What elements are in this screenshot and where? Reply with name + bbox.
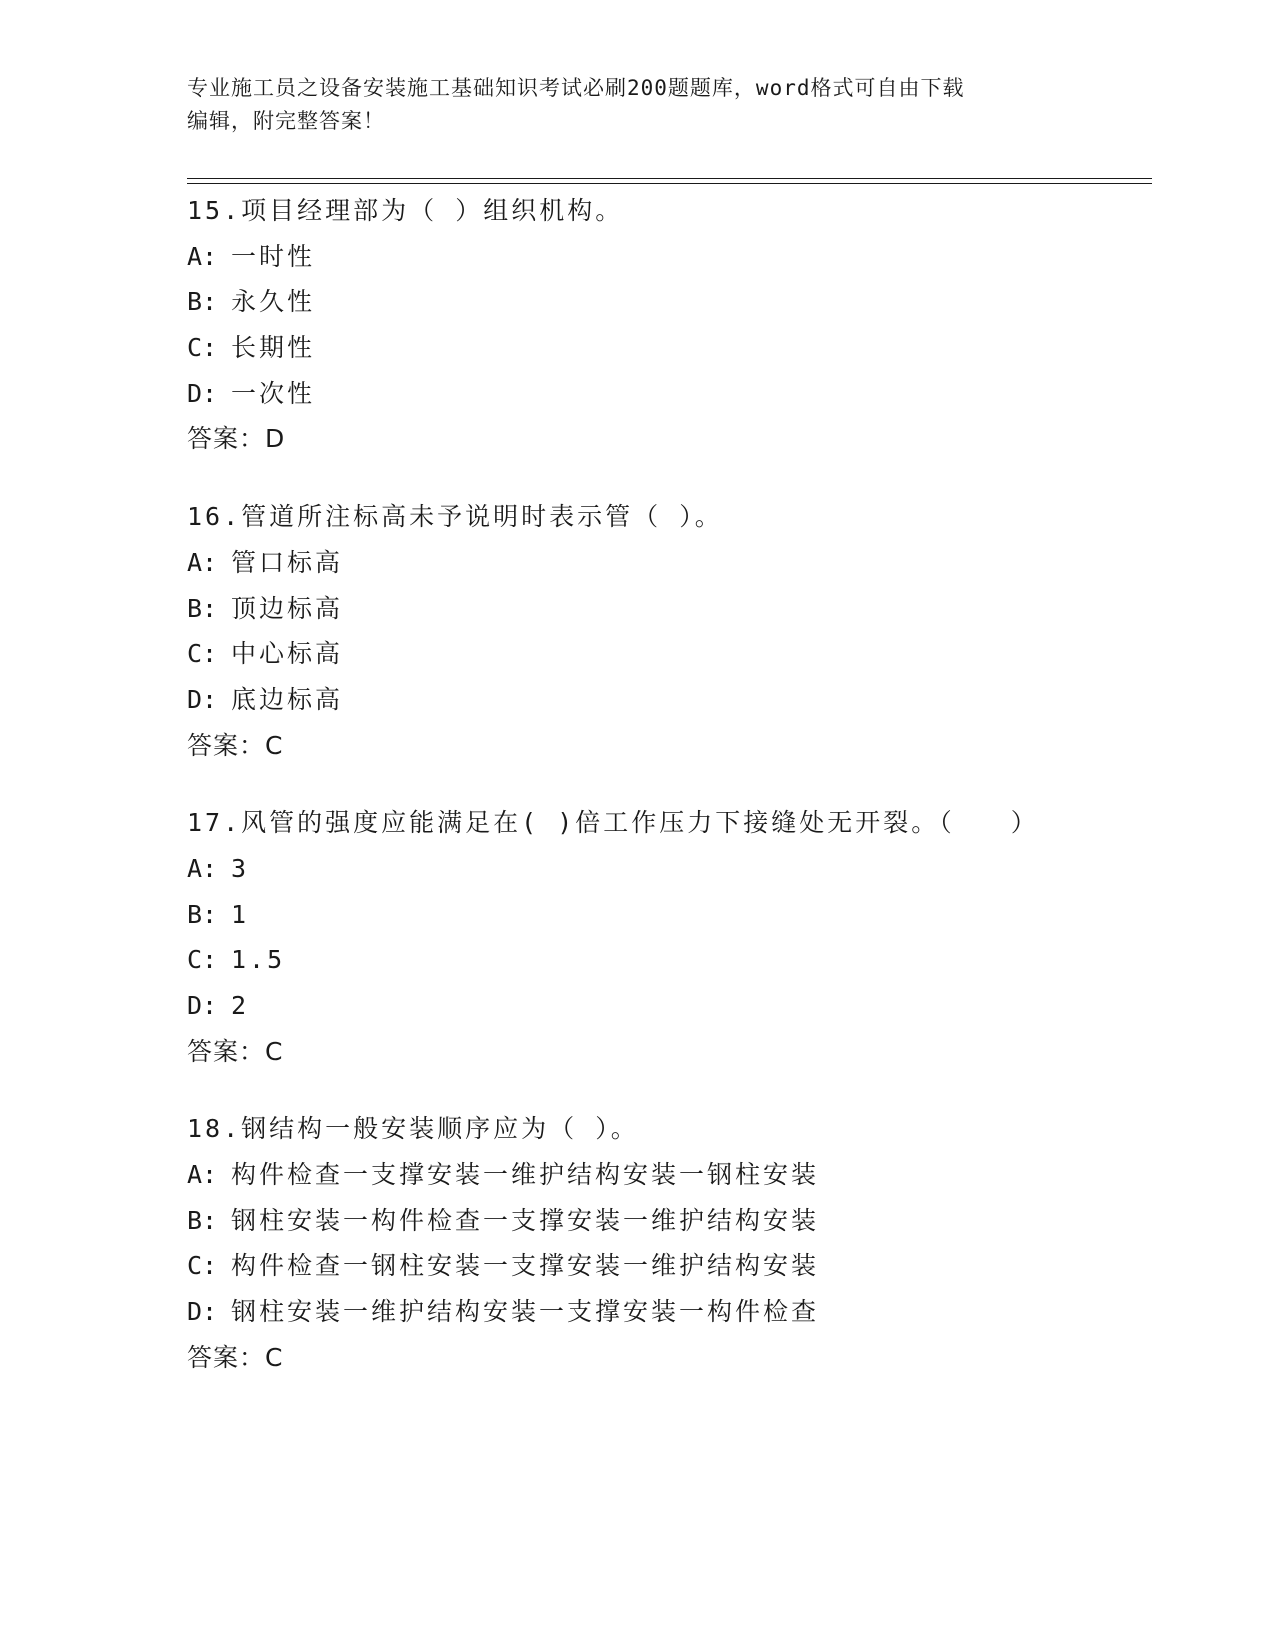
option-a	[187, 540, 1152, 586]
option-key: C:	[187, 1251, 218, 1281]
option-key: C:	[187, 639, 218, 669]
answer-line: 答案：C	[187, 1342, 284, 1372]
option-text: 一次性	[231, 378, 316, 408]
answer-line: 答案：C	[187, 730, 284, 760]
option-key: D:	[187, 991, 218, 1020]
option-d	[187, 1289, 1152, 1335]
header-title-line-1: 专业施工员之设备安装施工基础知识考试必刷200题题库，word格式可自由下载	[187, 76, 965, 100]
question-15	[187, 188, 1152, 462]
option-text: 1.5	[231, 945, 286, 975]
option-d	[187, 371, 1152, 417]
header-divider-bottom	[187, 183, 1152, 184]
option-key: A:	[187, 1160, 218, 1190]
option-key: C:	[187, 333, 218, 363]
option-b	[187, 892, 1152, 938]
option-key: C:	[187, 945, 218, 975]
question-stem: 15.项目经理部为（ ）组织机构。	[187, 196, 624, 225]
option-key: A:	[187, 547, 218, 577]
option-key: B:	[187, 1205, 218, 1235]
option-d	[187, 677, 1152, 723]
option-text: 一时性	[231, 241, 316, 271]
option-text: 3	[231, 853, 250, 883]
option-a	[187, 846, 1152, 892]
question-18	[187, 1106, 1152, 1380]
question-list	[187, 188, 1152, 1413]
option-key: A:	[187, 241, 218, 271]
option-text: 管口标高	[231, 547, 344, 577]
option-key: D:	[187, 378, 218, 408]
option-text: 长期性	[231, 333, 316, 363]
option-a	[187, 1152, 1152, 1198]
option-key: A:	[187, 853, 218, 883]
option-key: B:	[187, 593, 218, 623]
option-b	[187, 586, 1152, 632]
option-c	[187, 1243, 1152, 1289]
option-c	[187, 325, 1152, 371]
document-header	[187, 72, 1087, 138]
option-text: 永久性	[231, 287, 316, 317]
option-text: 中心标高	[231, 639, 344, 669]
option-c	[187, 937, 1152, 983]
option-text: 构件检查一钢柱安装一支撑安装一维护结构安装	[231, 1251, 820, 1281]
question-stem: 17.风管的强度应能满足在( )倍工作压力下接缝处无开裂。（ ）	[187, 808, 1039, 838]
option-key: B:	[187, 899, 218, 929]
option-text: 钢柱安装一维护结构安装一支撑安装一构件检查	[231, 1297, 820, 1327]
option-text: 构件检查一支撑安装一维护结构安装一钢柱安装	[231, 1160, 820, 1190]
option-text: 1	[231, 899, 250, 929]
option-key: D:	[187, 1297, 218, 1327]
option-text: 钢柱安装一构件检查一支撑安装一维护结构安装	[231, 1205, 820, 1235]
option-text: 底边标高	[231, 684, 344, 714]
answer-line: 答案：D	[187, 424, 286, 454]
option-b	[187, 1198, 1152, 1244]
option-d	[187, 983, 1152, 1029]
option-b	[187, 279, 1152, 325]
header-divider-top	[187, 178, 1152, 179]
answer-line: 答案：C	[187, 1036, 284, 1066]
question-stem: 18.钢结构一般安装顺序应为（ ）。	[187, 1114, 639, 1144]
header-title-line-2: 编辑，附完整答案！	[187, 109, 385, 133]
question-17	[187, 800, 1152, 1074]
question-16	[187, 494, 1152, 768]
question-stem: 16.管道所注标高未予说明时表示管（ ）。	[187, 502, 723, 532]
option-text: 2	[231, 991, 250, 1020]
option-key: B:	[187, 287, 218, 317]
option-key: D:	[187, 684, 218, 714]
option-a	[187, 234, 1152, 280]
option-text: 顶边标高	[231, 593, 344, 623]
option-c	[187, 631, 1152, 677]
